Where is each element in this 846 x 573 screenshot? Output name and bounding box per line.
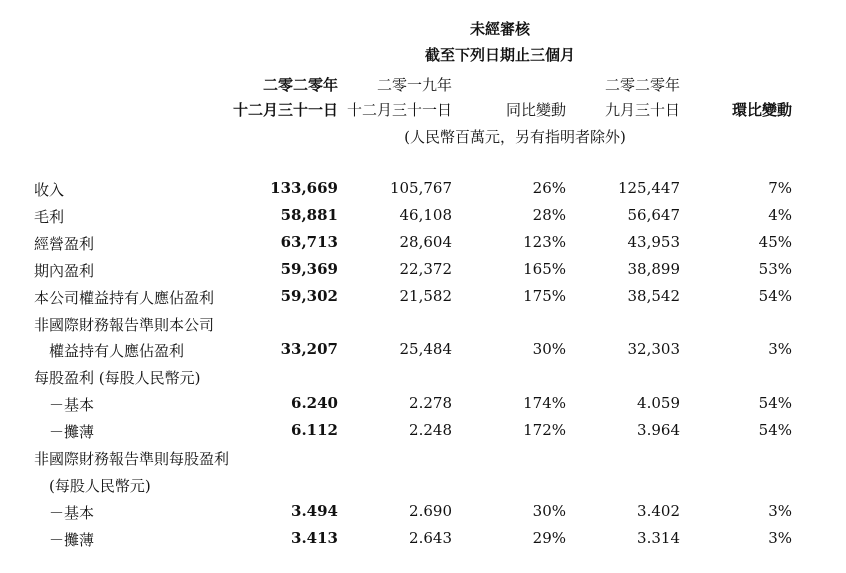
col2-header-line2: 十二月三十一日	[346, 101, 452, 119]
cell-c1: 63,713	[280, 233, 338, 251]
cell-c1: 6.112	[291, 421, 338, 439]
cell-c1: 6.240	[291, 394, 338, 412]
cell-c2: 2.248	[409, 421, 452, 439]
cell-c4: 4.059	[637, 394, 680, 412]
row-label: 非國際財務報告準則每股盈利	[34, 450, 230, 468]
cell-c1: 58,881	[280, 206, 338, 224]
cell-c5: 4%	[768, 206, 792, 224]
row-label: 收入	[34, 181, 65, 199]
cell-c3: 30%	[532, 502, 566, 520]
header-group-line1: 未經審核	[469, 20, 530, 38]
row-label: 本公司權益持有人應佔盈利	[34, 289, 215, 307]
col5-header-line2: 環比變動	[731, 101, 792, 119]
cell-c4: 38,542	[627, 287, 680, 305]
cell-c2: 21,582	[399, 287, 452, 305]
cell-c1: 3.413	[291, 529, 338, 547]
cell-c3: 28%	[532, 206, 566, 224]
row-label: －攤薄	[34, 423, 95, 441]
cell-c5: 54%	[758, 421, 792, 439]
row-label: 毛利	[34, 208, 65, 226]
cell-c1: 59,369	[280, 260, 338, 278]
cell-c4: 32,303	[627, 340, 680, 358]
row-label: －基本	[34, 504, 95, 522]
row-label: －攤薄	[34, 531, 95, 549]
col1-header-line1: 二零二零年	[262, 76, 338, 94]
cell-c2: 2.690	[409, 502, 452, 520]
cell-c3: 174%	[523, 394, 566, 412]
cell-c3: 165%	[523, 260, 566, 278]
cell-c5: 3%	[768, 529, 792, 547]
row-label: －基本	[34, 396, 95, 414]
col4-header-line1: 二零二零年	[604, 76, 680, 94]
col3-header-line2: 同比變動	[505, 101, 566, 119]
row-label: 權益持有人應佔盈利	[34, 342, 185, 360]
cell-c4: 3.964	[637, 421, 680, 439]
row-label: 經營盈利	[34, 235, 95, 253]
col1-header-line2: 十二月三十一日	[232, 101, 338, 119]
cell-c1: 3.494	[291, 502, 338, 520]
cell-c4: 3.402	[637, 502, 680, 520]
cell-c3: 175%	[523, 287, 566, 305]
col4-header-line2: 九月三十日	[604, 101, 680, 119]
cell-c1: 133,669	[270, 179, 338, 197]
cell-c4: 125,447	[617, 179, 680, 197]
unit-note: (人民幣百萬元，另有指明者除外)	[404, 128, 626, 146]
row-label: 非國際財務報告準則本公司	[34, 316, 215, 334]
cell-c3: 30%	[532, 340, 566, 358]
cell-c4: 43,953	[627, 233, 680, 251]
cell-c4: 3.314	[637, 529, 680, 547]
cell-c3: 26%	[532, 179, 566, 197]
cell-c2: 2.278	[409, 394, 452, 412]
cell-c5: 54%	[758, 394, 792, 412]
cell-c2: 105,767	[389, 179, 452, 197]
cell-c3: 172%	[523, 421, 566, 439]
cell-c1: 33,207	[280, 340, 338, 358]
cell-c5: 54%	[758, 287, 792, 305]
cell-c2: 22,372	[399, 260, 452, 278]
cell-c2: 25,484	[399, 340, 452, 358]
cell-c2: 2.643	[409, 529, 452, 547]
cell-c2: 46,108	[399, 206, 452, 224]
row-label: 每股盈利 (每股人民幣元)	[34, 369, 201, 387]
cell-c3: 123%	[523, 233, 566, 251]
cell-c5: 3%	[768, 340, 792, 358]
cell-c5: 7%	[768, 179, 792, 197]
cell-c1: 59,302	[280, 287, 338, 305]
cell-c5: 53%	[758, 260, 792, 278]
header-group-line2: 截至下列日期止三個月	[424, 46, 575, 64]
cell-c3: 29%	[532, 529, 566, 547]
col2-header-line1: 二零一九年	[376, 76, 452, 94]
cell-c5: 3%	[768, 502, 792, 520]
row-label: (每股人民幣元)	[34, 477, 151, 495]
cell-c4: 38,899	[627, 260, 680, 278]
row-label: 期內盈利	[34, 262, 95, 280]
cell-c2: 28,604	[399, 233, 452, 251]
cell-c4: 56,647	[627, 206, 680, 224]
cell-c5: 45%	[758, 233, 792, 251]
